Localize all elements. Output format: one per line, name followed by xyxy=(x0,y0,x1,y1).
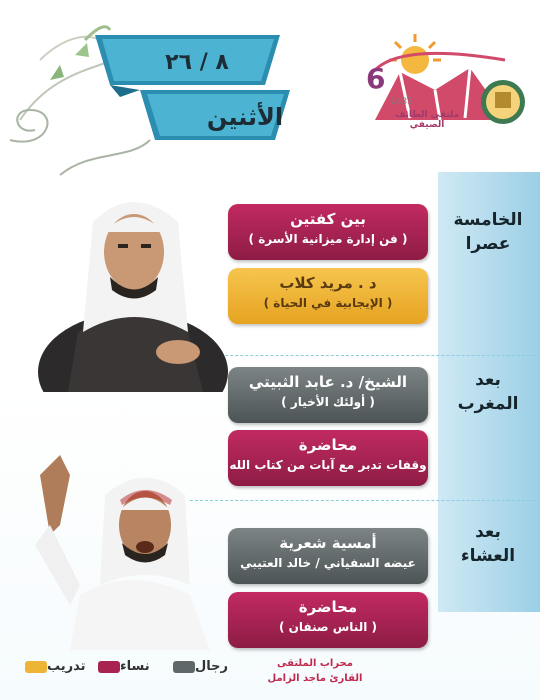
session-card-men[interactable] xyxy=(228,367,428,423)
session-card-women[interactable] xyxy=(228,430,428,486)
legend-training xyxy=(22,658,86,676)
legend-training-swatch xyxy=(25,661,47,673)
edition-number: 6 xyxy=(366,62,386,95)
time-slot-line2: عصرا xyxy=(465,234,511,254)
session-subtitle: ( الناس صنفان ) xyxy=(279,620,377,634)
session-title: د . مريد كلاب xyxy=(279,274,377,292)
time-slot-asr xyxy=(440,208,536,256)
session-title: بين كفتين xyxy=(290,210,366,228)
event-day: الأثنين xyxy=(206,103,284,131)
legend-women-label: نساء xyxy=(120,659,150,674)
time-slot-line1: بعد xyxy=(475,522,501,542)
speaker-photo-2 xyxy=(10,455,220,650)
logo-year: 1433 xyxy=(390,97,413,107)
legend-men-swatch xyxy=(173,661,195,673)
legend-men xyxy=(170,658,228,676)
speaker-photo-1 xyxy=(38,182,228,392)
session-title: محاضرة xyxy=(298,436,358,454)
session-card-women[interactable] xyxy=(228,204,428,260)
legend-men-label: رجال xyxy=(195,659,229,674)
legend-women xyxy=(95,658,150,676)
session-subtitle: وقفات تدبر مع آيات من كتاب الله xyxy=(229,458,427,472)
section-divider xyxy=(190,500,535,501)
legend-women-swatch xyxy=(98,661,120,673)
date-banner xyxy=(50,35,290,145)
mihrab-title: محراب الملتقى xyxy=(277,658,353,669)
session-subtitle: ( الإيجابية في الحياة ) xyxy=(263,296,393,310)
session-title: محاضرة xyxy=(298,598,358,616)
mihrab-credit xyxy=(245,656,385,686)
event-date: ٨ / ٢٦ xyxy=(165,50,229,75)
time-slot-isha xyxy=(440,520,536,568)
time-slot-line2: العشاء xyxy=(460,546,516,566)
mihrab-reciter: القارئ ماجد الزامل xyxy=(267,673,363,684)
logo-title: ملتقى الطائف الصيفي xyxy=(394,110,460,130)
session-card-training[interactable] xyxy=(228,268,428,324)
time-slot-maghrib xyxy=(440,368,536,416)
session-card-men[interactable] xyxy=(228,528,428,584)
session-subtitle: ( أولئك الأخيار ) xyxy=(281,395,375,409)
legend-training-label: تدريب xyxy=(47,659,86,674)
time-slot-line2: المغرب xyxy=(457,394,519,414)
session-title: الشيخ/ د. عابد الثبيتي xyxy=(248,373,408,391)
section-divider xyxy=(190,355,535,356)
session-subtitle: عيضه السفياني / خالد العتيبي xyxy=(240,556,416,570)
session-title: أمسية شعرية xyxy=(279,534,377,552)
time-slot-line1: بعد xyxy=(475,370,501,390)
session-subtitle: ( فن إدارة ميزانية الأسرة ) xyxy=(248,232,408,246)
session-card-women[interactable] xyxy=(228,592,428,648)
time-slot-line1: الخامسة xyxy=(453,210,523,230)
